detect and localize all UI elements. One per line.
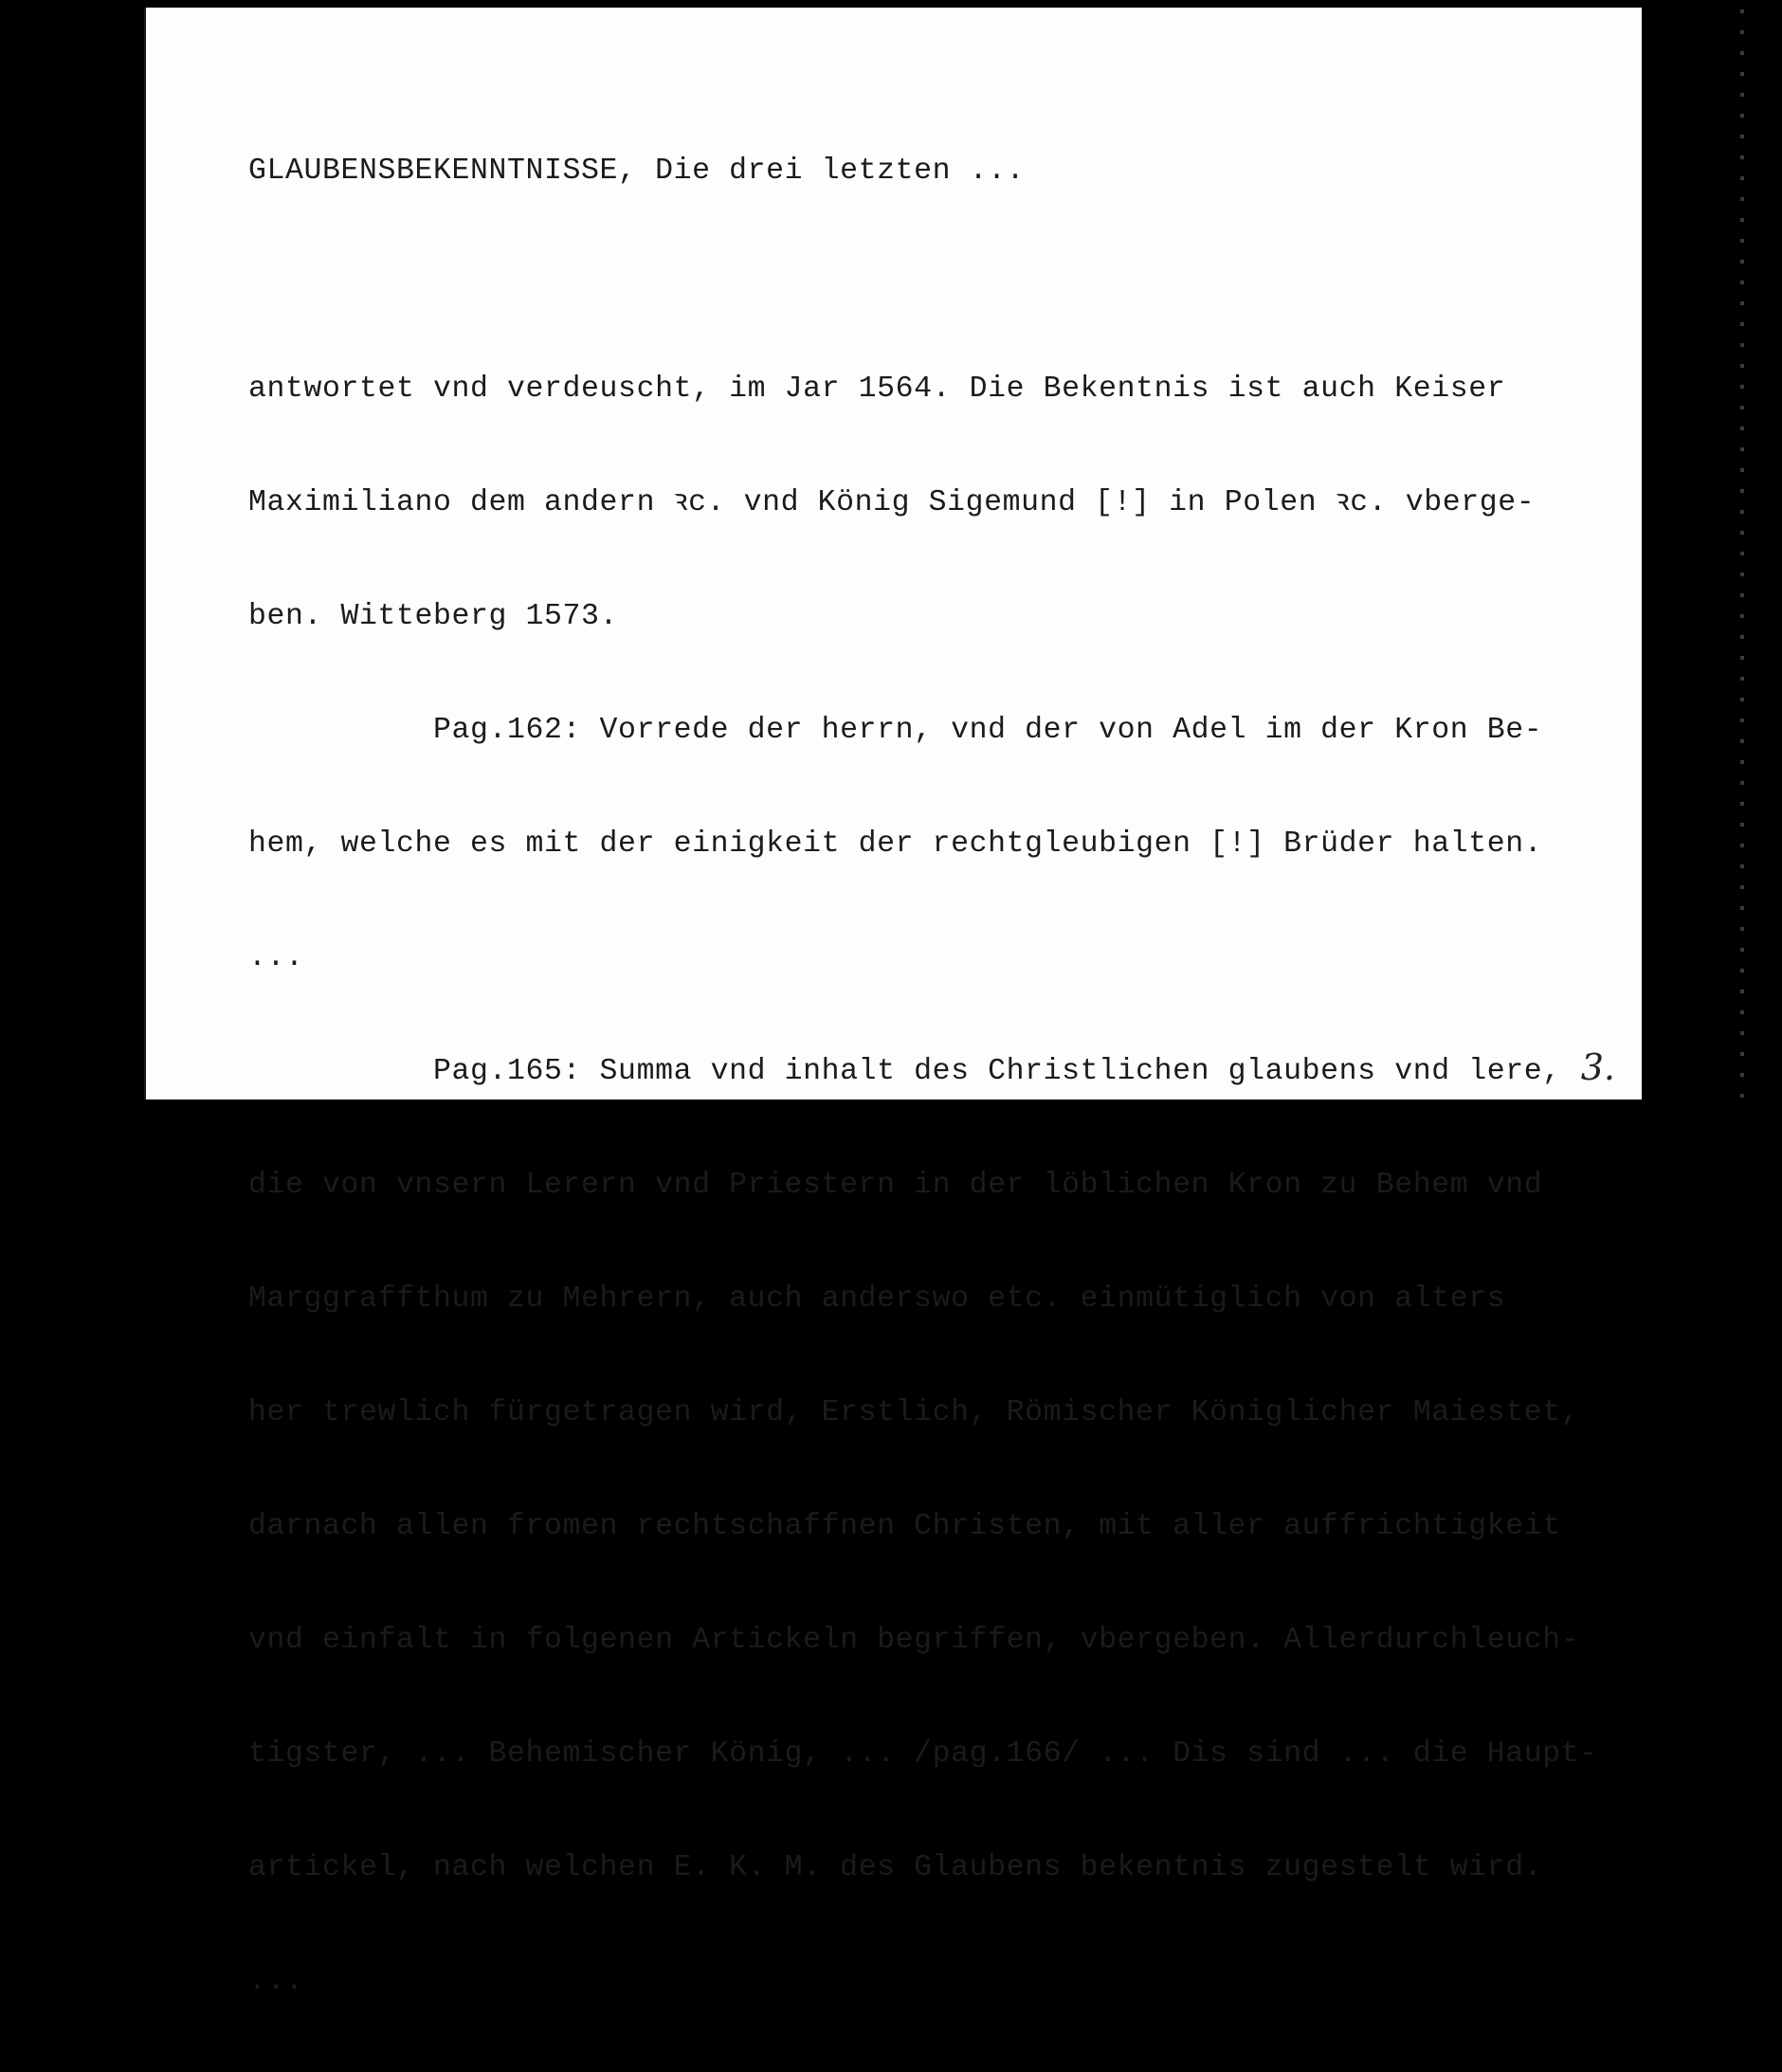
text-line: vnd einfalt in folgenen Artickeln begriffen, vbergeben. Allerdurchleuch- <box>248 1624 1580 1657</box>
text-line: Pag.162: Vorrede der herrn, vnd der von Adel im der Kron Be- <box>248 714 1543 747</box>
text-line: her trewlich fürgetragen wird, Erstlich, Römischer Königlicher Maiestet, <box>248 1396 1580 1429</box>
text-line: die von vnsern Lerern vnd Priestern in der löblichen Kron zu Behem vnd <box>248 1169 1543 1202</box>
text-line: tigster, ... Behemischer König, ... /pag.166/ ... Dis sind ... die Haupt- <box>248 1737 1598 1771</box>
text-line: ben. Witteberg 1573. <box>248 600 619 633</box>
page-number: 3. <box>1580 1046 1615 1088</box>
text-line: antwortet vnd verdeuscht, im Jar 1564. Die Bekentnis ist auch Keiser <box>248 373 1506 406</box>
text-line: artickel, nach welchen E. K. M. des Glaubens bekentnis zugestelt wird. <box>248 1851 1543 1884</box>
document-heading: GLAUBENSBEKENNTNISSE, Die drei letzten ... <box>248 154 1026 188</box>
text-line: Pag.165: Summa vnd inhalt des Christlichen glaubens vnd lere, <box>248 1055 1561 1088</box>
document-page <box>144 8 1642 1998</box>
text-line: ... <box>248 941 304 974</box>
film-edge-marks <box>1740 9 1744 1100</box>
text-line: darnach allen fromen rechtschaffnen Christen, mit aller auffrichtigkeit <box>248 1510 1561 1543</box>
text-line: Maximiliano dem andern ꝛc. vnd König Sigemund [!] in Polen ꝛc. vberge- <box>248 486 1536 519</box>
text-line: ... <box>248 1965 304 1998</box>
document-body <box>248 300 1598 2072</box>
text-line: Marggraffthum zu Mehrern, auch anderswo etc. einmütiglich von alters <box>248 1282 1506 1316</box>
text-line: hem, welche es mit der einigkeit der rechtgleubigen [!] Brüder halten. <box>248 827 1543 861</box>
